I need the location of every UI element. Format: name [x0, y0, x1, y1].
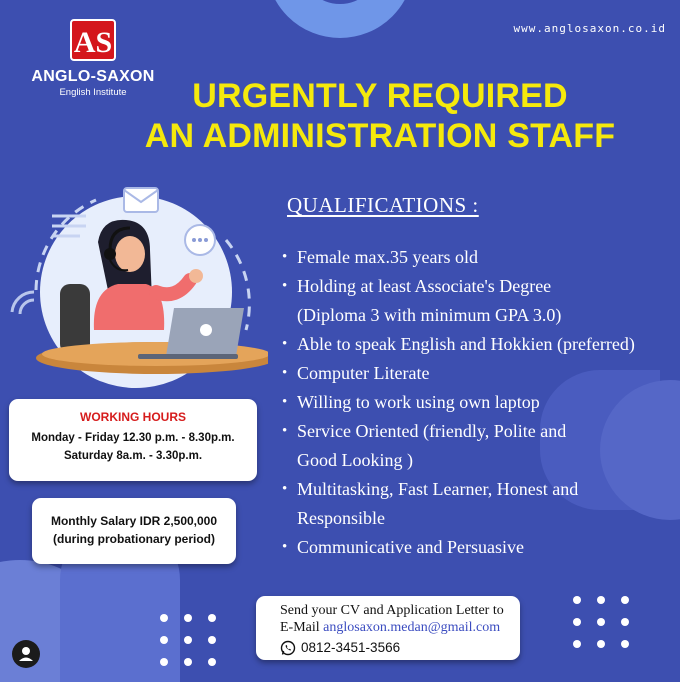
contact-email-row: E-Mail anglosaxon.medan@gmail.com	[280, 620, 501, 635]
salary-note: (during probationary period)	[53, 532, 215, 546]
headline	[110, 76, 650, 156]
contact-email[interactable]: anglosaxon.medan@gmail.com	[323, 620, 501, 635]
working-hours-card	[9, 399, 257, 481]
chat-bubble-icon	[185, 225, 215, 255]
working-hours-saturday: Saturday 8a.m. - 3.30p.m.	[63, 450, 203, 462]
call-center-illustration	[6, 180, 268, 390]
logo-mark	[69, 18, 117, 62]
list-item: • Able to speak English and Hokkien (preferred)	[282, 334, 635, 354]
list-item: • Computer Literate	[282, 363, 430, 383]
qualifications-title: QUALIFICATIONS :	[287, 193, 479, 217]
contact-instruction: Send your CV and Application Letter to	[280, 603, 504, 618]
list-item: • Holding at least Associate's Degree (Diploma 3 with minimum GPA 3.0)	[282, 276, 562, 325]
list-item: • Service Oriented (friendly, Polite and Good Looking )	[282, 421, 567, 470]
envelope-icon	[124, 188, 158, 212]
avatar[interactable]	[12, 640, 40, 668]
user-icon	[12, 640, 40, 668]
contact-phone[interactable]: 0812-3451-3566	[301, 640, 401, 655]
brand-name: ANGLO-SAXON	[31, 68, 155, 85]
website-url: www.anglosaxon.co.id	[513, 22, 666, 35]
working-hours-title: WORKING HOURS	[80, 410, 186, 424]
list-item: • Female max.35 years old	[282, 247, 478, 267]
headline-line-2: AN ADMINISTRATION STAFF	[144, 117, 616, 155]
decorative-ring	[266, 0, 414, 38]
logo-letters: AS	[73, 26, 113, 59]
working-hours-weekday: Monday - Friday 12.30 p.m. - 8.30p.m.	[31, 432, 235, 444]
wifi-icon	[12, 292, 34, 314]
list-item: • Communicative and Persuasive	[282, 537, 524, 557]
decorative-dots	[573, 596, 629, 648]
whatsapp-icon	[280, 640, 296, 656]
salary-amount: Monthly Salary IDR 2,500,000	[50, 514, 218, 528]
list-item: • Multitasking, Fast Learner, Honest and Responsible	[282, 479, 579, 528]
headline-line-1: URGENTLY REQUIRED	[192, 77, 568, 115]
list-item: • Willing to work using own laptop	[282, 392, 540, 412]
qualifications-list	[282, 243, 672, 562]
contact-card	[256, 596, 520, 660]
brand-subtitle: English Institute	[59, 87, 127, 98]
salary-card	[32, 498, 236, 564]
contact-phone-row	[280, 639, 520, 656]
decorative-dots	[160, 614, 216, 666]
